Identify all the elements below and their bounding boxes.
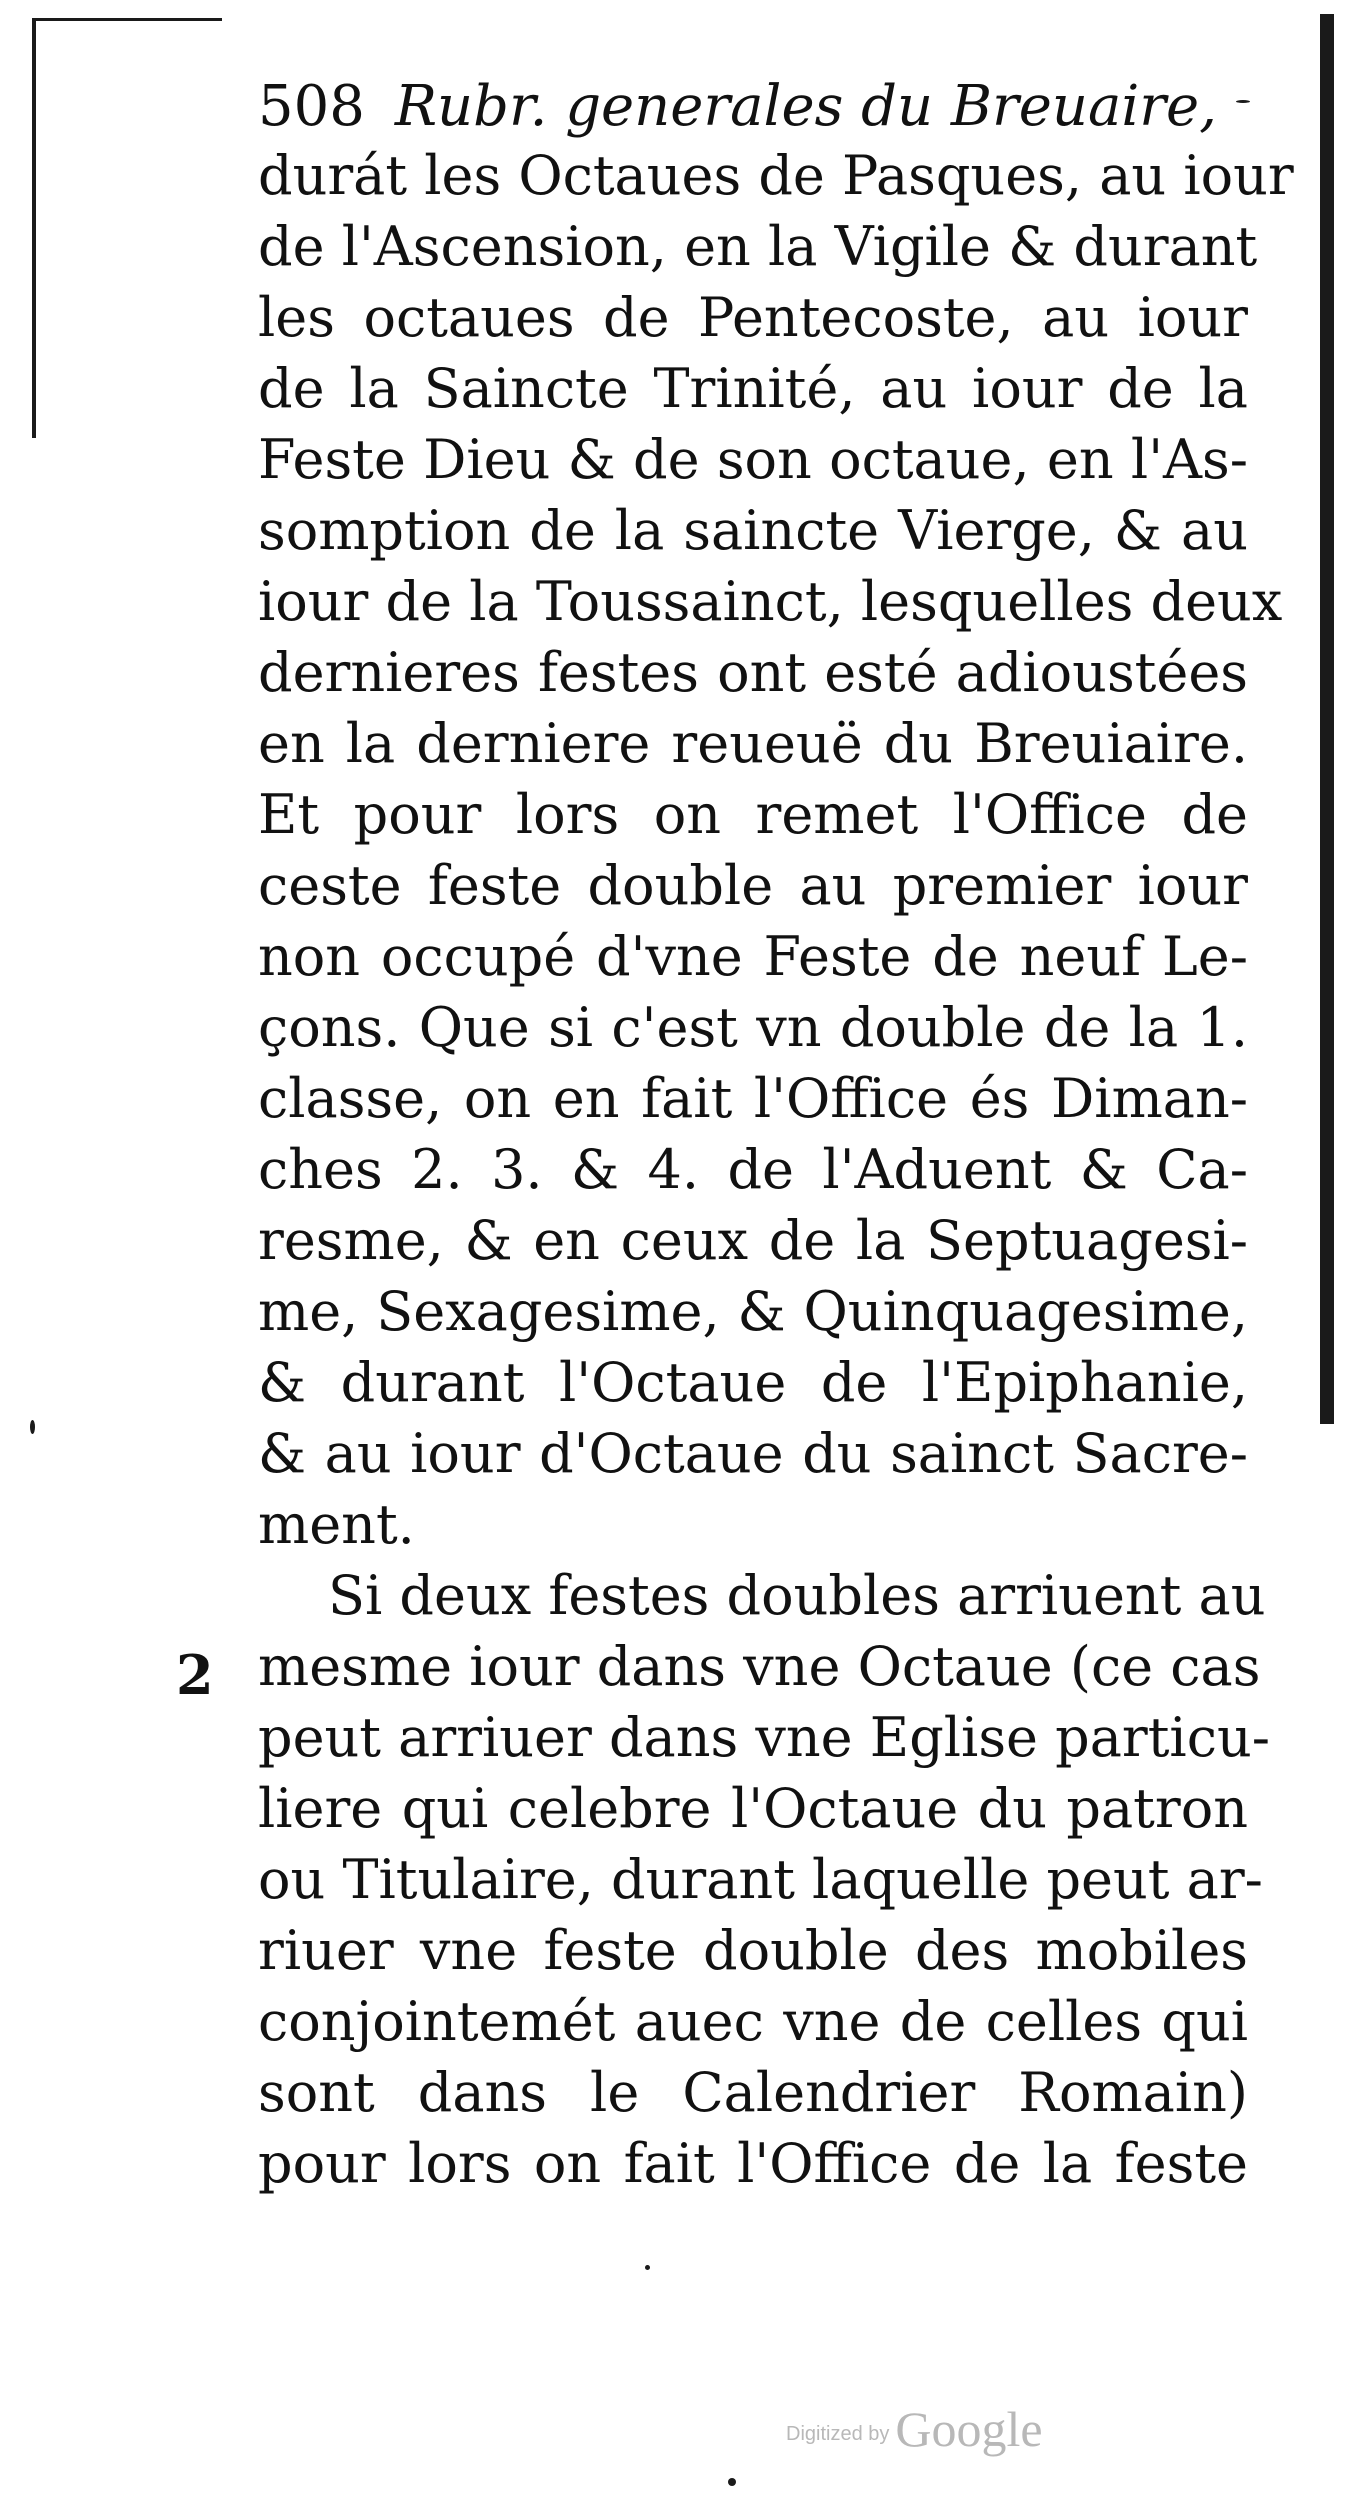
text-line: non occupé d'vne Feste de neuf Le- bbox=[258, 925, 1248, 988]
text-line: ceste feste double au premier iour bbox=[258, 854, 1248, 917]
page-number: 508 bbox=[258, 74, 365, 139]
text-line: sont dans le Calendrier Romain) bbox=[258, 2061, 1248, 2124]
text-line: somption de la saincte Vierge, & au bbox=[258, 499, 1248, 562]
text-line: Et pour lors on remet l'Office de bbox=[258, 783, 1248, 846]
text-line: de la Saincte Trinité, au iour de la bbox=[258, 357, 1248, 420]
text-line: iour de la Toussainct, lesquelles deux bbox=[258, 570, 1283, 633]
text-line: liere qui celebre l'Octaue du patron bbox=[258, 1777, 1248, 1840]
body-text bbox=[258, 140, 1294, 2199]
text-line: conjointemét auec vne de celles qui bbox=[258, 1990, 1248, 2053]
scan-border-right bbox=[1320, 14, 1334, 1424]
text-line: durát les Octaues de Pasques, au iour bbox=[258, 144, 1294, 207]
text-line: & au iour d'Octaue du sainct Sacre- bbox=[258, 1422, 1248, 1485]
text-line: ches 2. 3. & 4. de l'Aduent & Ca- bbox=[258, 1138, 1248, 1201]
text-line: & durant l'Octaue de l'Epiphanie, bbox=[258, 1351, 1248, 1414]
watermark-prefix: Digitized by bbox=[786, 2423, 890, 2445]
text-line: Feste Dieu & de son octaue, en l'As- bbox=[258, 428, 1248, 491]
text-line: çons. Que si c'est vn double de la 1. bbox=[258, 996, 1248, 1059]
text-line: Si deux festes doubles arriuent au bbox=[328, 1564, 1266, 1627]
running-title: Rubr. generales du Breuaire, bbox=[394, 74, 1217, 139]
scan-border-top bbox=[32, 18, 222, 21]
running-head bbox=[258, 72, 1218, 142]
text-line: les octaues de Pentecoste, au iour bbox=[258, 286, 1248, 349]
scan-speck bbox=[1236, 100, 1250, 103]
text-line: peut arriuer dans vne Eglise particu- bbox=[258, 1706, 1270, 1769]
text-line: ment. bbox=[258, 1493, 415, 1556]
text-line: ou Titulaire, durant laquelle peut ar- bbox=[258, 1848, 1263, 1911]
text-line: pour lors on fait l'Office de la feste bbox=[258, 2132, 1248, 2195]
text-line: resme, & en ceux de la Septuagesi- bbox=[258, 1209, 1248, 1272]
scan-speck bbox=[728, 2478, 736, 2486]
text-line: riuer vne feste double des mobiles bbox=[258, 1919, 1248, 1982]
digitized-watermark bbox=[786, 2400, 1043, 2458]
scan-speck bbox=[645, 2265, 650, 2270]
text-line: me, Sexagesime, & Quinquagesime, bbox=[258, 1280, 1248, 1343]
margin-number: 2 bbox=[176, 1643, 214, 1707]
text-line: classe, on en fait l'Office és Diman- bbox=[258, 1067, 1248, 1130]
text-line: en la derniere reueuë du Breuiaire. bbox=[258, 712, 1248, 775]
text-line: mesme iour dans vne Octaue (ce cas bbox=[258, 1635, 1261, 1698]
text-line: de l'Ascension, en la Vigile & durant bbox=[258, 215, 1258, 278]
scan-border-left bbox=[32, 18, 36, 438]
text-line: dernieres festes ont esté adioustées bbox=[258, 641, 1248, 704]
scan-speck bbox=[30, 1420, 35, 1434]
watermark-brand: Google bbox=[895, 2401, 1043, 2457]
